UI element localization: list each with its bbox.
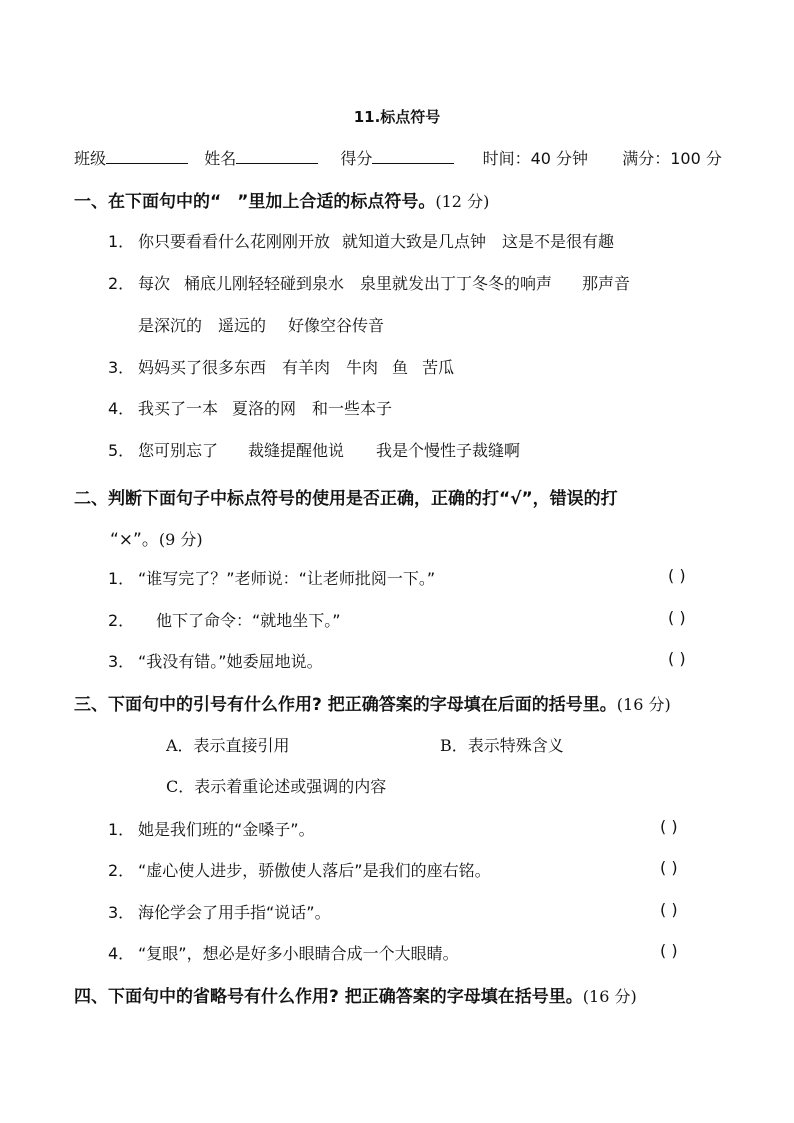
section-1-heading [74, 187, 489, 212]
item-number: 4． [108, 399, 135, 418]
answer-parens[interactable]: ( ) [668, 649, 686, 668]
s1-item-1 [108, 229, 614, 252]
item-text: 遥远的 [218, 316, 267, 335]
item-text: 每次 [138, 274, 171, 293]
item-text: 这是不是很有趣 [502, 232, 615, 251]
item-number: 2． [108, 611, 135, 630]
item-text: 就知道大致是几点钟 [342, 232, 487, 251]
s3-item-2 [108, 858, 491, 881]
s1-item-4 [108, 396, 392, 419]
section-2-heading-cont [110, 525, 203, 550]
answer-parens[interactable]: ( ) [660, 817, 678, 836]
section-3-heading-text: 三、下面句中的引号有什么作用? 把正确答案的字母填在后面的括号里。 [74, 695, 617, 715]
item-text: 我买了一本 [138, 399, 219, 418]
item-text: 牛肉 [346, 358, 379, 377]
item-number: 1． [108, 820, 135, 839]
student-info-row [74, 146, 734, 169]
s3-item-4 [108, 941, 459, 964]
s1-item-5 [108, 438, 520, 461]
s1-item-2-continued [138, 313, 384, 336]
section-2-heading-text-cont: “×”。 [110, 530, 159, 550]
item-text: 有羊肉 [282, 358, 331, 377]
option-c: C．表示着重论述或强调的内容 [166, 777, 387, 796]
item-text: “虚心使人进步，骄傲使人落后”是我们的座右铭。 [138, 861, 491, 880]
item-text: “复眼”，想必是好多小眼睛合成一个大眼睛。 [138, 944, 459, 963]
item-text: “谁写完了？”老师说：“让老师批阅一下。” [138, 569, 436, 588]
section-1-heading-text-b: ”里加上合适的标点符号。 [237, 192, 436, 212]
answer-parens[interactable]: ( ) [668, 608, 686, 627]
item-text: 好像空谷传音 [288, 316, 385, 335]
item-number: 3． [108, 652, 135, 671]
item-text: 苦瓜 [422, 358, 455, 377]
item-text: 你只要看看什么花刚刚开放 [138, 232, 331, 251]
item-number: 4． [108, 944, 135, 963]
section-2-heading-text: 二、判断下面句子中标点符号的使用是否正确，正确的打“√”，错误的打 [74, 489, 618, 509]
answer-parens[interactable]: ( ) [660, 858, 678, 877]
item-number: 3． [108, 903, 135, 922]
s2-item-3 [108, 649, 323, 672]
item-text: 夏洛的网 [232, 399, 297, 418]
section-4-heading-text: 四、下面句中的省略号有什么作用? 把正确答案的字母填在括号里。 [74, 987, 583, 1007]
item-number: 3． [108, 358, 135, 377]
section-3-points: (16 分) [616, 695, 671, 714]
item-text: 我是个慢性子裁缝啊 [376, 441, 521, 460]
item-number: 2． [108, 861, 135, 880]
answer-parens[interactable]: ( ) [660, 900, 678, 919]
answer-parens[interactable]: ( ) [668, 566, 686, 585]
option-a: A．表示直接引用 [166, 736, 290, 755]
item-text: 妈妈买了很多东西 [138, 358, 267, 377]
s1-item-3 [108, 355, 454, 378]
full-score-info: 满分：100 分 [622, 149, 722, 168]
item-text: “我没有错。”她委屈地说。 [138, 652, 323, 671]
time-info: 时间：40 分钟 [482, 149, 589, 168]
section-4-heading [74, 982, 637, 1007]
option-b: B．表示特殊含义 [440, 736, 564, 755]
s3-item-1 [108, 817, 315, 840]
item-text: 您可别忘了 [138, 441, 219, 460]
item-text: 那声音 [582, 274, 631, 293]
score-label: 得分 [340, 149, 373, 168]
item-text: 泉里就发出丁丁冬冬的响声 [360, 274, 553, 293]
item-number: 2． [108, 274, 135, 293]
section-1-heading-text-a: 一、在下面句中的“ [74, 192, 222, 212]
section-2-heading [74, 484, 618, 509]
page-title: 11.标点符号 [353, 108, 441, 126]
section-2-points: (9 分) [158, 530, 203, 549]
class-blank[interactable] [106, 149, 188, 164]
s2-item-2 [108, 608, 341, 631]
item-text: 和一些本子 [312, 399, 393, 418]
item-number: 1． [108, 569, 135, 588]
answer-parens[interactable]: ( ) [660, 941, 678, 960]
s2-item-1 [108, 566, 435, 589]
item-text: 裁缝提醒他说 [248, 441, 345, 460]
item-text: 鱼 [392, 358, 409, 377]
name-label: 姓名 [204, 149, 237, 168]
item-text: 她是我们班的“金嗓子”。 [138, 820, 315, 839]
s3-item-3 [108, 900, 331, 923]
s1-item-2 [108, 271, 630, 294]
item-text: 桶底儿刚轻轻碰到泉水 [184, 274, 345, 293]
item-number: 5． [108, 441, 135, 460]
class-label: 班级 [74, 149, 107, 168]
score-blank[interactable] [372, 149, 454, 164]
item-text: 海伦学会了用手指“说话”。 [138, 903, 331, 922]
section-4-points: (16 分) [582, 987, 637, 1006]
item-number: 1． [108, 232, 135, 251]
section-3-heading [74, 690, 671, 715]
name-blank[interactable] [236, 149, 318, 164]
item-text: 他下了命令：“就地坐下。” [156, 611, 341, 630]
item-text: 是深沉的 [138, 316, 203, 335]
section-1-points: (12 分) [435, 192, 490, 211]
